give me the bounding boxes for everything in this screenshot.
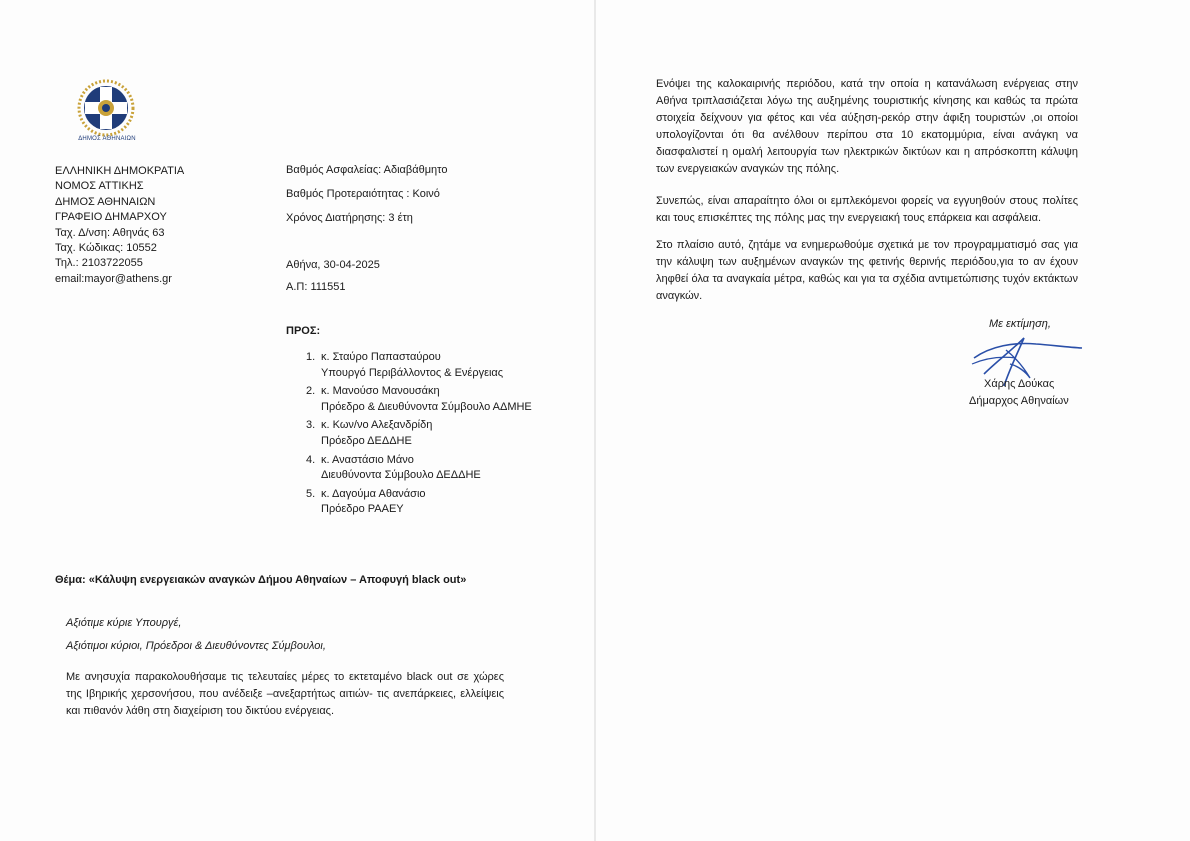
email-address: email:mayor@athens.gr [55,272,172,285]
address-line: ΕΛΛΗΝΙΚΗ ΔΗΜΟΚΡΑΤΙΑ [55,165,185,177]
closing-phrase: Με εκτίμηση, [989,318,1051,330]
recipient-number: 3. [306,419,316,432]
body-paragraph-2: Ενόψει της καλοκαιρινής περιόδου, κατά την οποία η κατανάλωση ενέργειας στην Αθήνα τριπλασιάζεται λόγω της αυξημένης τουριστικής κίνησης και καθώς τα πρώτα στοιχεία δείχνουν για φέτος και νέα αύξηση-ρεκόρ στην άφιξη τουριστών ,οι οποίοι υπολογίζονται ότι θα ανέλθουν περίπου στα 10 εκατομμύρια, είναι ανάγκη να διασφαλιστεί η ομαλή λειτουργία των ηλεκτρικών δικτύων και η απρόσκοπτη κάλυψη των ενεργειακών αναγκών της πόλης. [656,78,1078,175]
recipient-role: Πρόεδρο ΔΕΔΔΗΕ [321,434,412,447]
recipient-name: κ. Αναστάσιο Μάνο [321,453,414,466]
letter-page-1 [0,0,594,841]
recipient-number: 2. [306,385,316,398]
priority-level: Βαθμός Προτεραιότητας : Κοινό [286,188,440,200]
address-line: ΓΡΑΦΕΙΟ ΔΗΜΑΡΧΟΥ [55,211,167,224]
salutation-minister: Αξιότιμε κύριε Υπουργέ, [66,617,182,629]
recipient-role: Υπουργό Περιβάλλοντος & Ενέργειας [321,366,504,379]
recipient-number: 1. [306,351,316,363]
recipient-name: κ. Μανούσο Μανουσάκη [321,385,440,398]
address-line: ΝΟΜΟΣ ΑΤΤΙΚΗΣ [55,180,144,193]
address-line: Τηλ.: 2103722055 [55,257,143,270]
address-line: Ταχ. Δ/νση: Αθηνάς 63 [55,226,165,239]
recipient-role: Διευθύνοντα Σύμβουλο ΔΕΔΔΗΕ [321,469,481,482]
body-paragraph-3: Συνεπώς, είναι απαραίτητο όλοι οι εμπλεκόμενοι φορείς να εγγυηθούν στους πολίτες και τους επισκέπτες της πόλης μας την ενεργειακή τους επάρκεια και ασφάλεια. [656,195,1078,224]
recipient-item [306,350,532,381]
recipient-number: 4. [306,453,316,466]
signatory-title: Δήμαρχος Αθηναίων [969,395,1069,407]
recipients-list [306,350,532,521]
retention-period: Χρόνος Διατήρησης: 3 έτη [286,212,413,224]
sender-address-block [55,164,184,287]
recipient-number: 5. [306,487,316,500]
recipient-name: κ. Κων/νο Αλεξανδρίδη [321,419,433,432]
recipient-role: Πρόεδρο ΡΑΑΕΥ [321,503,404,516]
recipient-item [306,384,532,415]
recipient-item [306,487,532,518]
recipient-item [306,453,532,484]
recipient-name: κ. Σταύρο Παπασταύρου [321,351,441,363]
signatory-name: Χάρης Δούκας [984,378,1055,390]
letter-date: Αθήνα, 30-04-2025 [286,259,380,271]
recipient-item [306,418,532,449]
recipient-role: Πρόεδρο & Διευθύνοντα Σύμβουλο ΑΔΜΗΕ [321,400,532,413]
protocol-number: Α.Π: 111551 [286,281,346,293]
letter-subject: Θέμα: «Κάλυψη ενεργειακών αναγκών Δήμου Αθηναίων – Αποφυγή black out» [55,574,467,586]
logo-caption: ΔΗΜΟΣ ΑΘΗΝΑΙΩΝ [78,136,136,142]
salutation-executives: Αξιότιμοι κύριοι, Πρόεδροι & Διευθύνοντες Σύμβουλοι, [66,640,326,652]
body-paragraph-4: Στο πλαίσιο αυτό, ζητάμε να ενημερωθούμε σχετικά με τον προγραμματισμό σας για την κάλυψη των αυξημένων αναγκών της φετινής θερινής περιόδου,για το αν έχουν ληφθεί όλα τα αναγκαία μέτρα, καθώς και για τα σχέδια αντιμετώπισης τυχόν εκτάκτων αναγκών. [656,239,1078,302]
body-paragraph-1: Με ανησυχία παρακολουθήσαμε τις τελευταίες μέρες το εκτεταμένο black out σε χώρες της Ιβηρικής χερσονήσου, που ανέδειξε –ανεξαρτήτως αιτιών- τις ανεπάρκειες, ελλείψεις και πιθανόν λάθη στη διαχείριση του δικτύου ενέργειας. [66,671,504,717]
address-line: Ταχ. Κώδικας: 10552 [55,242,157,255]
recipient-name: κ. Δαγούμα Αθανάσιο [321,487,426,500]
recipients-label: ΠΡΟΣ: [286,325,321,337]
security-level: Βαθμός Ασφαλείας: Αδιαβάθμητο [286,164,448,176]
address-line: ΔΗΜΟΣ ΑΘΗΝΑΙΩΝ [55,195,156,208]
letter-page-2 [596,0,1190,841]
